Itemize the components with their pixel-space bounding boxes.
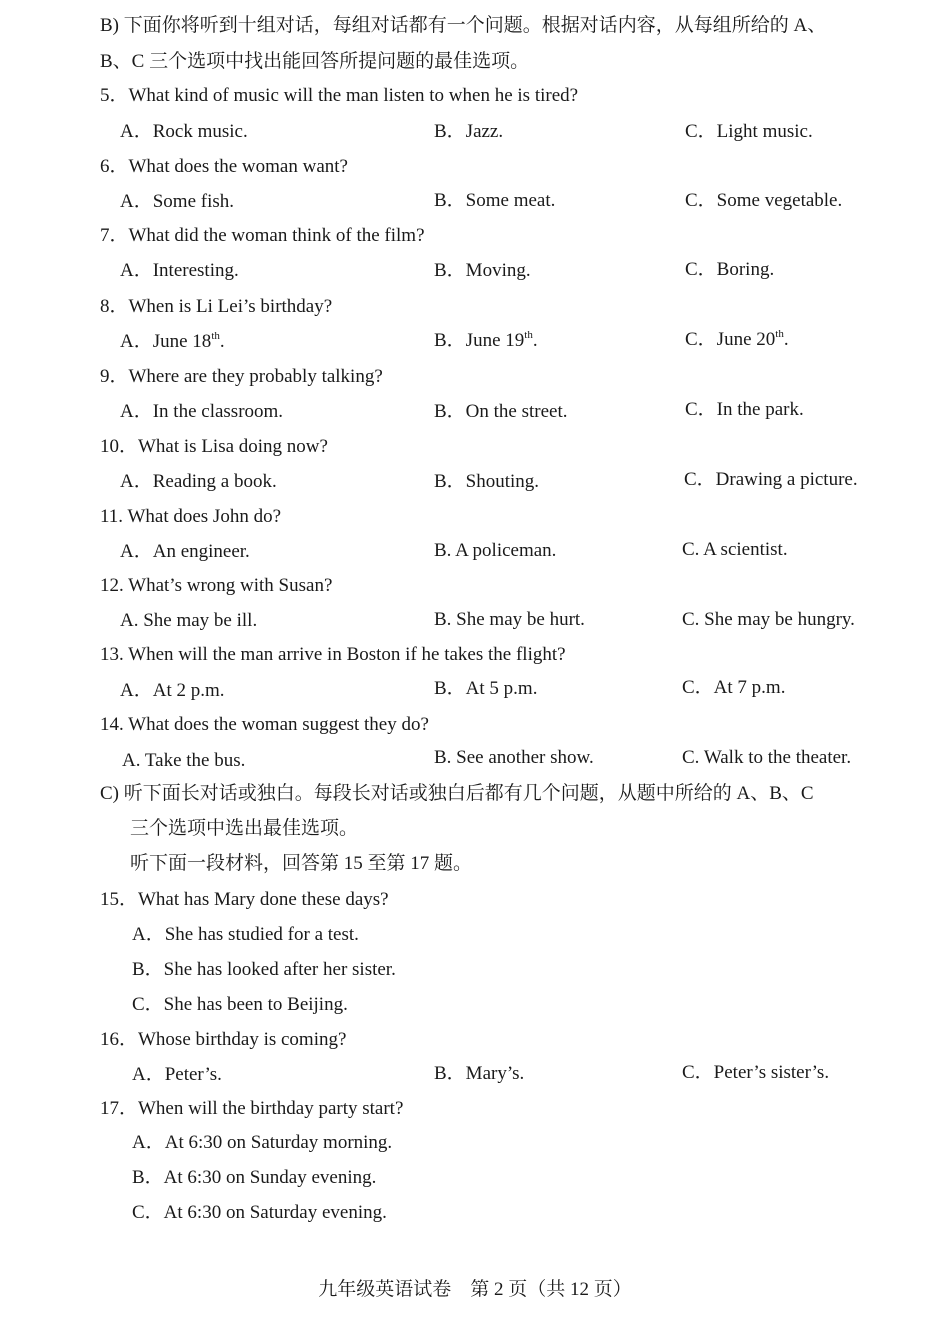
- question-16: 16．Whose birthday is coming?: [100, 1029, 347, 1050]
- q5-option-c: C．Light music.: [685, 121, 813, 142]
- question-11: 11. What does John do?: [100, 506, 282, 527]
- question-12: 12. What’s wrong with Susan?: [100, 575, 333, 596]
- q7-option-a: A．Interesting.: [120, 260, 239, 281]
- section-c-intro-line2: 三个选项中选出最佳选项。: [130, 818, 359, 839]
- section-c-intro-line1: C) 听下面长对话或独白。每段长对话或独白后都有几个问题，从题中所给的 A、B、C: [100, 783, 814, 804]
- q13-option-b: B．At 5 p.m.: [434, 678, 538, 699]
- q14-option-b: B. See another show.: [434, 747, 594, 768]
- q8-option-c-text: C．June 20: [685, 329, 776, 350]
- q8-option-b-sup: th: [524, 329, 533, 341]
- q17-option-b: B．At 6:30 on Sunday evening.: [132, 1167, 377, 1188]
- q5-option-a: A．Rock music.: [120, 121, 248, 142]
- q10-option-c: C．Drawing a picture.: [684, 469, 858, 490]
- q8-option-a-end: .: [219, 331, 225, 352]
- section-b-intro-line1: B) 下面你将听到十组对话，每组对话都有一个问题。根据对话内容，从每组所给的 A、: [100, 15, 827, 36]
- q15-option-a: A．She has studied for a test.: [132, 924, 359, 945]
- question-5: 5．What kind of music will the man listen to when he is tired?: [100, 85, 579, 106]
- question-7: 7．What did the woman think of the film?: [100, 225, 425, 246]
- q17-option-a: A．At 6:30 on Saturday morning.: [132, 1132, 393, 1153]
- q8-option-b-text: B．June 19: [434, 330, 525, 351]
- section-b-intro-line2: B、C 三个选项中找出能回答所提问题的最佳选项。: [100, 51, 530, 72]
- q11-option-b: B. A policeman.: [434, 540, 557, 561]
- q16-option-b: B．Mary’s.: [434, 1063, 525, 1084]
- q8-option-b: [434, 329, 538, 353]
- q13-option-c: C．At 7 p.m.: [682, 677, 786, 698]
- q13-option-a: A．At 2 p.m.: [120, 680, 225, 701]
- q17-option-c: C．At 6:30 on Saturday evening.: [132, 1202, 387, 1223]
- q8-option-b-end: .: [532, 330, 538, 351]
- q12-option-a: A. She may be ill.: [120, 610, 258, 631]
- q7-option-b: B．Moving.: [434, 260, 531, 281]
- q15-option-c: C．She has been to Beijing.: [132, 994, 348, 1015]
- q16-option-c: C．Peter’s sister’s.: [682, 1062, 830, 1083]
- q8-option-c-sup: th: [775, 328, 784, 340]
- q10-option-a: A．Reading a book.: [120, 471, 277, 492]
- q14-option-c: C. Walk to the theater.: [682, 747, 852, 768]
- q6-option-c: C．Some vegetable.: [685, 190, 843, 211]
- question-6: 6．What does the woman want?: [100, 156, 348, 177]
- q16-option-a: A．Peter’s.: [132, 1064, 222, 1085]
- question-13: 13. When will the man arrive in Boston if he takes the flight?: [100, 644, 566, 665]
- q10-option-b: B．Shouting.: [434, 471, 540, 492]
- q6-option-a: A．Some fish.: [120, 191, 235, 212]
- question-17: 17．When will the birthday party start?: [100, 1098, 404, 1119]
- q9-option-a: A．In the classroom.: [120, 401, 284, 422]
- q8-option-a: [120, 330, 225, 354]
- q9-option-c: C．In the park.: [685, 399, 804, 420]
- q6-option-b: B．Some meat.: [434, 190, 556, 211]
- q7-option-c: C．Boring.: [685, 259, 775, 280]
- q9-option-b: B．On the street.: [434, 401, 568, 422]
- q8-option-c-end: .: [783, 329, 789, 350]
- q11-option-c: C. A scientist.: [682, 539, 788, 560]
- q8-option-c: [685, 328, 789, 352]
- question-14: 14. What does the woman suggest they do?: [100, 714, 429, 735]
- q15-option-b: B．She has looked after her sister.: [132, 959, 396, 980]
- page-footer: 九年级英语试卷 第 2 页（共 12 页）: [318, 1279, 632, 1300]
- q8-option-a-sup: th: [211, 330, 220, 342]
- q5-option-b: B．Jazz.: [434, 121, 504, 142]
- q12-option-c: C. She may be hungry.: [682, 609, 855, 630]
- question-15: 15．What has Mary done these days?: [100, 889, 389, 910]
- q11-option-a: A．An engineer.: [120, 541, 250, 562]
- q12-option-b: B. She may be hurt.: [434, 609, 585, 630]
- question-10: 10．What is Lisa doing now?: [100, 436, 328, 457]
- question-9: 9．Where are they probably talking?: [100, 366, 383, 387]
- q14-option-a: A. Take the bus.: [122, 750, 246, 771]
- question-8: 8．When is Li Lei’s birthday?: [100, 296, 333, 317]
- q8-option-a-text: A．June 18: [120, 331, 212, 352]
- section-c-intro-line3: 听下面一段材料，回答第 15 至第 17 题。: [130, 853, 473, 874]
